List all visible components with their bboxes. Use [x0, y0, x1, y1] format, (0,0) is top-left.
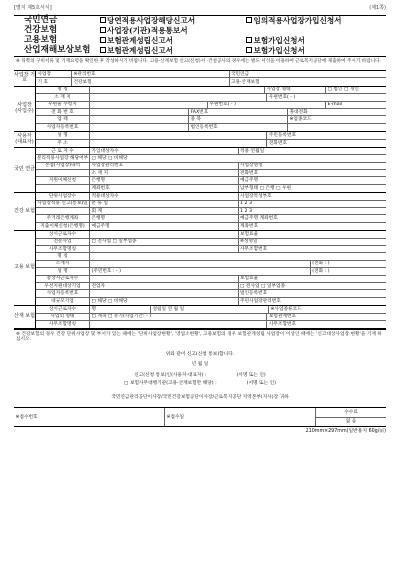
cell: 사업장적용 신고(통보)일: [36, 201, 90, 207]
section-label: 사업장 (사업주): [14, 87, 36, 131]
cell[interactable]: 보험료율: [240, 231, 259, 237]
cell: 주거래은행계좌: [36, 215, 90, 221]
fee-column: [316, 408, 386, 426]
input-cell[interactable]: [90, 94, 267, 100]
input-cell[interactable]: [90, 261, 311, 267]
form-type-6: 보험가입신청서: [253, 35, 305, 45]
cell[interactable]: (전화 : ): [312, 268, 330, 274]
section-label: 건강 보험: [14, 193, 36, 230]
cell[interactable]: 성립일 연 월 일: [151, 306, 269, 312]
input-cell[interactable]: [90, 140, 267, 147]
cell: 성 명: [36, 268, 90, 274]
signature-field[interactable]: (서명 또는 인): [246, 380, 276, 386]
cell[interactable]: ※사업종류코드: [270, 306, 302, 312]
cell[interactable]: □ 계속 □ 유기(사업기간: - ): [90, 314, 267, 320]
section-label: 국민 연금: [14, 148, 36, 192]
cell: 명 칭: [36, 87, 90, 93]
cell[interactable]: 은행명: [90, 215, 239, 221]
form-type-grid: [100, 16, 386, 56]
top-bar: [14, 6, 386, 14]
cell: 명 칭: [36, 253, 90, 259]
cell[interactable]: 보험료율: [240, 276, 259, 282]
input-cell[interactable]: [90, 102, 208, 108]
form-type-1: 당연적용사업장해당신고서: [107, 15, 196, 25]
cell[interactable]: 사무조합번호: [240, 246, 268, 252]
input-cell[interactable]: [288, 124, 386, 131]
section-employment: [14, 231, 386, 306]
section-health: [14, 193, 386, 231]
section-label: 사용자 (대표자): [14, 132, 36, 147]
cell: 분리적용사업장 해당여부: [36, 155, 89, 161]
input-cell[interactable]: [90, 321, 267, 328]
cell: 상시근로자수: [36, 231, 90, 237]
checkbox-icon[interactable]: [100, 17, 106, 23]
section-label: 고용 보험: [14, 231, 36, 305]
cell[interactable]: 법인등록번호: [189, 124, 288, 131]
cell[interactable]: 적용대상자수: [90, 193, 239, 199]
checkbox-icon[interactable]: [246, 37, 252, 43]
cell[interactable]: E-mail: [327, 102, 343, 108]
cell[interactable]: 명: [90, 306, 151, 312]
cell: 단위사업장수: [36, 193, 90, 199]
cell[interactable]: 우편번호( - ): [208, 102, 326, 108]
input-cell[interactable]: [90, 276, 239, 282]
cell: 대규모기업: [36, 298, 90, 305]
cell: 업 태: [36, 116, 90, 122]
cell[interactable]: 주된사업장관리번호: [240, 298, 281, 304]
cell: 사무조합명칭: [36, 246, 90, 252]
cell[interactable]: (전화 : ): [312, 261, 330, 267]
insurance-pension: 국민연금: [24, 15, 58, 26]
cell[interactable]: FAX번호: [189, 109, 288, 115]
cell[interactable]: 사업장관리번호: [90, 163, 239, 169]
form-type-2: 임의적용사업장가입신청서: [253, 15, 342, 25]
cell[interactable]: 우편번호( - ): [268, 94, 296, 100]
fee-label: 수수료: [316, 408, 386, 418]
cell[interactable]: ※성명일: [240, 239, 258, 245]
cell[interactable]: 국민연금: [231, 71, 250, 77]
cell[interactable]: 가입대상자수: [90, 148, 239, 154]
cell[interactable]: 휴대전화: [289, 109, 308, 115]
lower-area: [14, 329, 386, 400]
notice-text: ※ 뒤쪽의 구비서류 및 기재요령을 확인한 후 작성하시기 바랍니다. 고용·산재보험 신고(신청)서 ·건설공사의 경우에는 별도 서식을 이용하여 근로복지공단에 제출하여 주시기 바랍니다.: [14, 57, 386, 71]
cell[interactable]: 주민등록번호: [268, 132, 297, 138]
cell[interactable]: 전업자: [90, 283, 239, 289]
section-owner: [14, 132, 386, 148]
checkbox-icon[interactable]: [246, 47, 252, 53]
cell[interactable]: □ 법인 □ 개인: [327, 87, 359, 93]
cell[interactable]: □ 전사업 □ 일부업종: [240, 283, 286, 289]
cell[interactable]: 예금주명: [240, 178, 259, 184]
cell[interactable]: 종 목: [189, 116, 288, 122]
cell[interactable]: 은행명: [90, 177, 239, 183]
cell[interactable]: 분 류 일: [90, 201, 239, 207]
cell: 지출이체신청(은행명): [36, 223, 90, 230]
insurance-type-list: [14, 16, 100, 56]
input-cell[interactable]: [90, 116, 189, 122]
form-type-3: 사업장(기관)적용통보서: [107, 25, 188, 35]
cell[interactable]: 사업장특성부호: [240, 193, 272, 199]
fee-value: 없 음: [345, 419, 357, 425]
cell[interactable]: 예금주명 계좌번호: [240, 216, 278, 222]
cell[interactable]: □ 전사업 □ 일부업종: [90, 239, 239, 245]
paper-size: 210mm×297mm(일반용지 60g/㎡): [305, 429, 386, 435]
cell[interactable]: 1 2 3: [240, 208, 252, 214]
cell[interactable]: 소 재 지: [90, 170, 239, 176]
cell[interactable]: 고용·산재보험: [231, 79, 260, 85]
cell: 기 호: [36, 78, 72, 85]
cell: 소 재 지: [36, 94, 90, 100]
title-box: [14, 15, 386, 57]
lower-note: ※ 건강보험의 경우 건강 단위사업장 및 부서가 있는 때에는 '단위사업장현황', '영업소현황', 고용보험의 경우 보험관계성립 사업장이 이상인 때에는 '신고대상사업장 현황'을 기재 하십시오.: [16, 332, 382, 343]
section-label: 산재 보험: [14, 306, 36, 328]
input-cell[interactable]: [90, 109, 189, 115]
receipt-date[interactable]: ※접수일: [165, 408, 316, 426]
checkbox-icon[interactable]: [100, 47, 106, 53]
cell: [36, 185, 90, 192]
signature-field[interactable]: (서명 또는 인): [236, 372, 266, 378]
input-cell[interactable]: [90, 246, 239, 252]
section-basis: [14, 71, 386, 87]
signer-label: 신고(신청 통보)인(사용자·대표자) :: [134, 372, 207, 378]
cell: 전문사업: [36, 239, 90, 245]
section-industrial: [14, 306, 386, 329]
cell: 근 로 자 수: [36, 148, 90, 154]
page-number: (제1쪽): [369, 5, 386, 11]
receipt-box: [14, 407, 386, 427]
cell[interactable]: 건강보험: [72, 78, 230, 85]
form-type-8: 보험가입신청서: [253, 45, 305, 55]
cell[interactable]: 전화번호: [240, 170, 259, 176]
cell[interactable]: 사업장명칭: [240, 163, 263, 169]
cell: 우편물 수령지: [36, 102, 90, 108]
cell: 총상시근로자수: [36, 276, 90, 282]
cell: 우선지원대상기업: [36, 283, 90, 289]
checkbox-icon[interactable]: [100, 27, 106, 33]
cell[interactable]: 보험관계번호: [268, 314, 297, 320]
form-type-7: 보험관계성립신고서: [107, 45, 174, 55]
cell: 상시근로자수: [36, 306, 90, 312]
section-label: 사업장 기 호: [14, 71, 36, 86]
cell[interactable]: 전화번호: [268, 140, 288, 146]
cell[interactable]: 예금주명: [90, 223, 239, 230]
cell: 사무조합명칭: [36, 321, 90, 328]
cell[interactable]: 법인등록번호: [240, 290, 268, 296]
declaration: 위와 같이 신고(신청 통보)합니다.: [165, 352, 235, 358]
cell: 사업장: [36, 71, 72, 77]
input-cell[interactable]: [90, 124, 189, 131]
cell[interactable]: □ 해당 □ 비해당: [91, 155, 128, 161]
cell[interactable]: (주민번호 : - ): [90, 268, 311, 274]
cell: 사업장 형태: [265, 87, 326, 93]
input-cell[interactable]: [90, 132, 267, 138]
cell: 사업자등록번호: [36, 124, 90, 131]
insurance-employment: 고용보험: [24, 35, 58, 46]
cell: [36, 170, 90, 176]
section-pension: [14, 148, 386, 193]
insurance-industrial: 산업재해보상보험: [24, 45, 91, 56]
signer-line-2: [16, 381, 384, 386]
cell[interactable]: 납부형태 □ 은행 □ 우편: [240, 185, 292, 191]
input-cell[interactable]: [90, 253, 386, 259]
cell[interactable]: 사무조합번호: [268, 322, 297, 327]
cell[interactable]: 계좌번호: [240, 223, 259, 229]
cell: 전 화 번 호: [36, 109, 90, 115]
cell: [36, 208, 90, 214]
cell[interactable]: ※업종코드: [289, 116, 312, 122]
cell: 소재지: [36, 261, 90, 267]
cell[interactable]: 계좌번호: [90, 185, 239, 192]
insurance-health: 건강보험: [24, 25, 58, 36]
cell: 지원이체신청: [36, 177, 90, 183]
cell[interactable]: ※관리번호: [72, 71, 230, 77]
input-cell[interactable]: [90, 290, 239, 296]
date-line[interactable]: 년 월 일: [191, 362, 209, 368]
checkbox-icon[interactable]: [100, 37, 106, 43]
cell[interactable]: 회 계: [90, 208, 239, 214]
section-workplace: [14, 87, 386, 132]
cell: 사업자등록번호: [36, 290, 90, 296]
cell: 본점(사업장)내역: [36, 163, 90, 169]
cell: 주 소: [36, 140, 90, 147]
receipt-number[interactable]: ※접수번호: [14, 408, 165, 426]
cell[interactable]: 1 2 3: [240, 201, 252, 207]
cell: 사업의 형태: [36, 314, 90, 320]
checkbox-icon[interactable]: [246, 17, 252, 23]
form-type-5: 보험관계성립신고서: [107, 35, 174, 45]
input-cell[interactable]: [90, 87, 265, 93]
agency-line: 국민연금관리공단이사장/국민건강보험공단이사장/근로복지공단 지역본부(지사)장 귀하: [111, 394, 289, 400]
form-number: [별지 제5호서식]: [14, 5, 52, 11]
cell[interactable]: □ 해당 □ 비해당: [90, 298, 239, 305]
input-cell[interactable]: [90, 231, 239, 237]
cell[interactable]: 적용 연월일: [240, 148, 265, 154]
signer-label: □ 보험사무대행기관(고용·산재보험만 해당) :: [124, 380, 217, 386]
cell: 성 명: [36, 132, 90, 138]
signer-line-1: [16, 373, 384, 378]
